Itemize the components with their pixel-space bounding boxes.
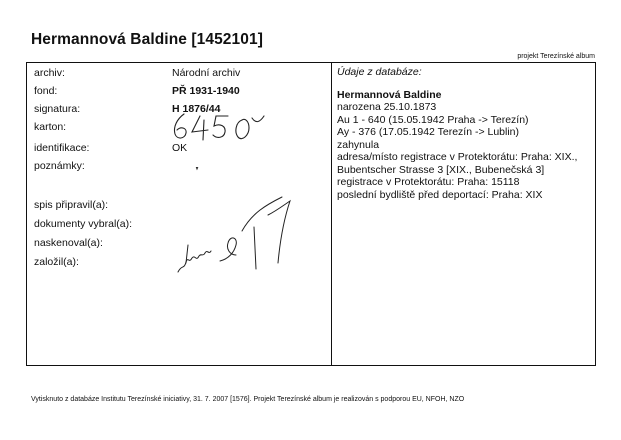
label-dokumenty-vybral: dokumenty vybral(a): [34,218,133,230]
value-identifikace: OK [172,142,188,154]
label-zalozil: založil(a): [34,256,79,268]
birth-line: narozena 25.10.1873 [337,101,437,113]
record-title: Hermannová Baldine [1452101] [31,31,263,48]
transport-line-1: Au 1 - 640 (15.05.1942 Praha -> Terezín) [337,113,529,126]
label-identifikace: identifikace: [34,142,90,154]
handwritten-6450-icon [170,110,265,144]
label-fond: fond: [34,85,58,97]
label-spis-pripravil: spis připravil(a): [34,199,109,211]
transport-line-2: Ay - 376 (17.05.1942 Terezín -> Lublin) [337,126,520,138]
label-signatura: signatura: [34,103,81,115]
value-signatura: H 1876/44 [172,103,221,115]
handwritten-annotations [172,167,322,307]
label-archiv: archiv: [34,67,65,79]
label-naskenoval: naskenoval(a): [34,237,103,249]
footer-note: Vytisknuto z databáze Institutu Terezínské iniciativy, 31. 7. 2007 [1576]. Projekt Terezínské album je realizován s podporou EU, NFOH, NZO [31,396,465,403]
fate-line: zahynula [337,138,380,151]
value-fond: PŘ 1931-1940 [172,85,240,97]
last-residence-line: poslední bydliště před deportací: Praha: XIX [337,188,543,201]
address-line: adresa/místo registrace v Protektorátu: Praha: XIX., Bubentscher Strasse 3 [XIX., Bubenečská 3] [337,151,578,176]
person-name: Hermannová Baldine [337,88,442,101]
database-heading: Údaje z databáze: [337,66,422,78]
database-info [337,66,592,201]
label-karton: karton: [34,121,67,133]
column-divider [331,63,332,365]
record-card [26,62,596,366]
project-tag: projekt Terezínské album [517,53,595,60]
value-archiv: Národní archiv [172,67,241,79]
label-poznamky: poznámky: [34,160,85,172]
registration-line: registrace v Protektorátu: Praha: 15118 [337,176,520,188]
